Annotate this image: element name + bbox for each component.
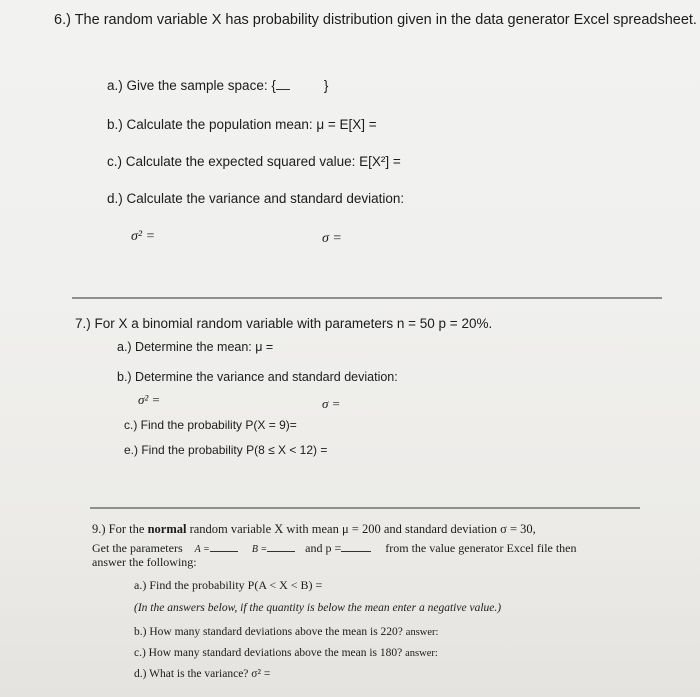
q7-title: 7.) For X a binomial random variable with parameters n = 50 p = 20%.: [75, 316, 493, 331]
q9-param-b-label: B =: [251, 544, 268, 555]
q9-note: (In the answers below, if the quantity is below the mean enter a negative value.): [134, 602, 502, 614]
q7-c: c.) Find the probability P(X = 9)=: [124, 418, 297, 432]
q9-title-bold: normal: [147, 522, 187, 536]
q9-title-suffix: random variable X with mean μ = 200 and standard deviation σ = 30,: [189, 522, 536, 536]
q9-b: [134, 626, 438, 638]
q6-c: c.) Calculate the expected squared value: E[X²] =: [107, 154, 401, 169]
q9-c-label: c.) How many standard deviations above the mean is 180?: [134, 647, 403, 659]
divider-1: [72, 297, 662, 299]
q7-sigma: σ =: [322, 396, 341, 411]
q9-param-a-label: A =: [194, 544, 210, 555]
q9-answer-line: answer the following:: [92, 555, 197, 569]
q9-params-prefix: Get the parameters: [92, 541, 183, 555]
q9-c: [134, 647, 438, 659]
q6-a-label: a.) Give the sample space: {: [107, 78, 276, 93]
q9-param-b-blank[interactable]: [267, 551, 295, 552]
q6-title: 6.) The random variable X has probability distribution given in the data generator Excel spreadsheet.: [54, 12, 697, 28]
q9-b-answer: answer:: [405, 627, 439, 638]
q6-a: [107, 78, 328, 93]
q7-b: b.) Determine the variance and standard deviation:: [117, 370, 398, 384]
q9-params-suffix: from the value generator Excel file then: [385, 541, 577, 555]
q6-a-answer-blank[interactable]: [276, 89, 290, 90]
q7-e: e.) Find the probability P(8 ≤ X < 12) =: [124, 443, 328, 457]
q9-param-p-blank[interactable]: [341, 551, 371, 552]
q6-b: b.) Calculate the population mean: μ = E[X] =: [107, 117, 377, 132]
q9-params: [92, 541, 577, 556]
q9-param-a-blank[interactable]: [210, 551, 238, 552]
q9-a: a.) Find the probability P(A < X < B) =: [134, 578, 323, 592]
q9-title-prefix: 9.) For the: [92, 522, 145, 536]
q6-d: d.) Calculate the variance and standard deviation:: [107, 191, 405, 206]
q9-title: [92, 522, 536, 537]
q9-d: d.) What is the variance? σ² =: [134, 668, 271, 680]
divider-2: [90, 507, 640, 509]
q9-param-p-label: and p =: [305, 541, 342, 555]
q9-b-label: b.) How many standard deviations above the mean is 220?: [134, 626, 403, 638]
q6-sigma: σ =: [322, 231, 342, 246]
q6-a-close-brace: }: [323, 78, 329, 93]
q7-a: a.) Determine the mean: μ =: [117, 340, 274, 354]
q7-sigma-squared: σ² =: [138, 392, 161, 407]
q9-c-answer: answer:: [405, 648, 438, 659]
q6-sigma-squared: σ² =: [131, 229, 156, 244]
